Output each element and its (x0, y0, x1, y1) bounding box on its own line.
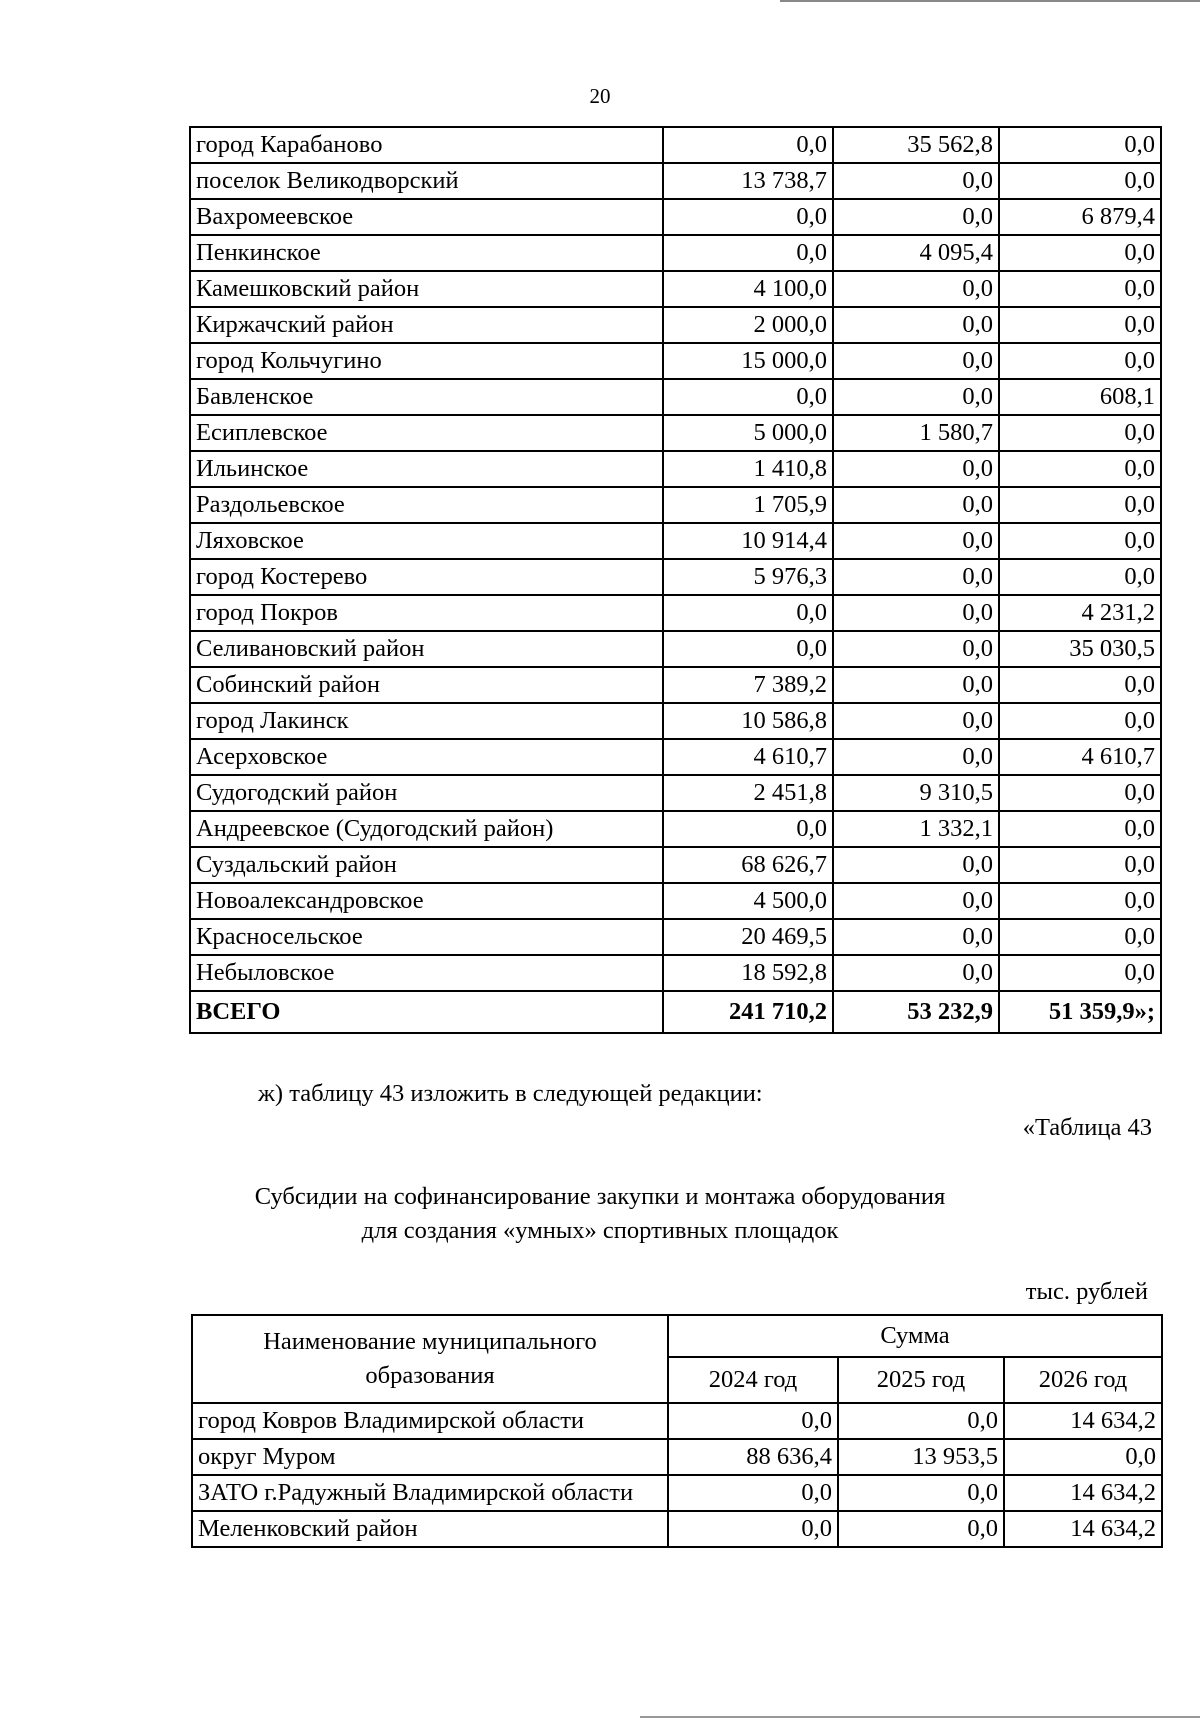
amount-cell: 0,0 (999, 559, 1161, 595)
table-label: «Таблица 43 (1022, 1114, 1152, 1141)
amount-cell: 1 332,1 (833, 811, 999, 847)
amount-cell: 14 634,2 (1004, 1475, 1162, 1511)
total-amount: 241 710,2 (663, 991, 833, 1033)
table-row (190, 775, 1161, 811)
amount-cell: 0,0 (668, 1475, 838, 1511)
municipality-cell: Ильинское (190, 451, 663, 487)
table-row (190, 307, 1161, 343)
amount-cell: 0,0 (668, 1403, 838, 1439)
amount-cell: 1 410,8 (663, 451, 833, 487)
table-row (192, 1439, 1162, 1475)
amount-cell: 13 738,7 (663, 163, 833, 199)
amount-cell: 0,0 (999, 667, 1161, 703)
amount-cell: 0,0 (999, 451, 1161, 487)
table-row (192, 1511, 1162, 1547)
municipality-cell: Бавленское (190, 379, 663, 415)
amount-cell: 0,0 (999, 127, 1161, 163)
table-title-line2: для создания «умных» спортивных площадок (361, 1217, 839, 1244)
amount-cell: 0,0 (999, 163, 1161, 199)
amount-cell: 0,0 (838, 1511, 1004, 1547)
table-row (190, 559, 1161, 595)
amount-cell: 0,0 (999, 523, 1161, 559)
municipality-cell: Селивановский район (190, 631, 663, 667)
amount-cell: 14 634,2 (1004, 1511, 1162, 1547)
amount-cell: 9 310,5 (833, 775, 999, 811)
amount-cell: 0,0 (999, 343, 1161, 379)
amount-cell: 4 610,7 (663, 739, 833, 775)
header-year-2026: 2026 год (1004, 1357, 1162, 1403)
amount-cell: 5 000,0 (663, 415, 833, 451)
municipality-cell: Андреевское (Судогодский район) (190, 811, 663, 847)
total-row (190, 991, 1161, 1033)
municipality-cell: Ляховское (190, 523, 663, 559)
amount-cell: 0,0 (833, 955, 999, 991)
amount-cell: 0,0 (663, 595, 833, 631)
amount-cell: 68 626,7 (663, 847, 833, 883)
scan-edge-bottom (640, 1716, 1200, 1718)
amount-cell: 0,0 (999, 811, 1161, 847)
header-municipality: Наименование муниципального образования (192, 1315, 668, 1403)
amount-cell: 20 469,5 (663, 919, 833, 955)
amount-cell: 0,0 (833, 343, 999, 379)
header-year-2025: 2025 год (838, 1357, 1004, 1403)
amount-cell: 0,0 (999, 919, 1161, 955)
municipality-cell: Вахромеевское (190, 199, 663, 235)
municipality-cell: Суздальский район (190, 847, 663, 883)
amount-cell: 0,0 (999, 415, 1161, 451)
amount-cell: 35 562,8 (833, 127, 999, 163)
scan-edge-top (780, 0, 1200, 2)
table1-body (190, 127, 1161, 1033)
table-row (190, 919, 1161, 955)
table-row (190, 487, 1161, 523)
amount-cell: 18 592,8 (663, 955, 833, 991)
table-row (190, 883, 1161, 919)
units-label: тыс. рублей (1025, 1278, 1148, 1305)
amount-cell: 0,0 (838, 1403, 1004, 1439)
municipality-cell: Пенкинское (190, 235, 663, 271)
amount-cell: 0,0 (999, 235, 1161, 271)
amount-cell: 0,0 (999, 703, 1161, 739)
amount-cell: 1 580,7 (833, 415, 999, 451)
municipality-cell: город Покров (190, 595, 663, 631)
amount-cell: 0,0 (999, 955, 1161, 991)
amount-cell: 0,0 (663, 199, 833, 235)
amount-cell: 7 389,2 (663, 667, 833, 703)
amount-cell: 0,0 (668, 1511, 838, 1547)
table-row (190, 739, 1161, 775)
amount-cell: 15 000,0 (663, 343, 833, 379)
municipality-cell: город Кольчугино (190, 343, 663, 379)
amount-cell: 0,0 (833, 847, 999, 883)
table-row (190, 703, 1161, 739)
municipality-cell: Киржачский район (190, 307, 663, 343)
amount-cell: 0,0 (999, 307, 1161, 343)
amount-cell: 0,0 (999, 487, 1161, 523)
amount-cell: 4 095,4 (833, 235, 999, 271)
amount-cell: 0,0 (838, 1475, 1004, 1511)
municipality-cell: Есиплевское (190, 415, 663, 451)
table2-body (192, 1403, 1162, 1547)
amount-cell: 0,0 (833, 559, 999, 595)
amount-cell: 5 976,3 (663, 559, 833, 595)
amount-cell: 0,0 (999, 775, 1161, 811)
amount-cell: 13 953,5 (838, 1439, 1004, 1475)
municipality-cell: город Карабаново (190, 127, 663, 163)
municipality-cell: Судогодский район (190, 775, 663, 811)
total-amount: 51 359,9»; (999, 991, 1161, 1033)
amount-cell: 0,0 (663, 235, 833, 271)
table-row (190, 379, 1161, 415)
amount-cell: 0,0 (833, 523, 999, 559)
table-row (192, 1475, 1162, 1511)
amount-cell: 0,0 (833, 703, 999, 739)
amount-cell: 0,0 (663, 811, 833, 847)
amount-cell: 0,0 (833, 451, 999, 487)
amount-cell: 1 705,9 (663, 487, 833, 523)
amount-cell: 0,0 (663, 379, 833, 415)
municipality-cell: Новоалександровское (190, 883, 663, 919)
table-row (190, 163, 1161, 199)
table-43 (191, 1314, 1163, 1548)
table2-header (192, 1315, 1162, 1403)
amount-cell: 0,0 (833, 379, 999, 415)
amount-cell: 2 000,0 (663, 307, 833, 343)
amount-cell: 0,0 (833, 307, 999, 343)
table-row (190, 451, 1161, 487)
municipality-cell: город Костерево (190, 559, 663, 595)
amount-cell: 4 500,0 (663, 883, 833, 919)
municipality-cell: поселок Великодворский (190, 163, 663, 199)
amount-cell: 0,0 (999, 271, 1161, 307)
municipality-cell: Асерховское (190, 739, 663, 775)
municipality-cell: округ Муром (192, 1439, 668, 1475)
amount-cell: 0,0 (663, 127, 833, 163)
municipality-cell: Меленковский район (192, 1511, 668, 1547)
table-row (190, 415, 1161, 451)
amount-cell: 10 914,4 (663, 523, 833, 559)
amount-cell: 35 030,5 (999, 631, 1161, 667)
amendment-paragraph: ж) таблицу 43 изложить в следующей редакции: (258, 1080, 763, 1107)
page-number: 20 (589, 84, 611, 108)
amount-cell: 0,0 (833, 487, 999, 523)
amount-cell: 0,0 (833, 883, 999, 919)
table-row (190, 271, 1161, 307)
amount-cell: 2 451,8 (663, 775, 833, 811)
table-row (190, 343, 1161, 379)
table-row (190, 595, 1161, 631)
header-sum: Сумма (668, 1315, 1162, 1357)
subsidy-table-continued (189, 126, 1162, 1034)
amount-cell: 14 634,2 (1004, 1403, 1162, 1439)
amount-cell: 4 610,7 (999, 739, 1161, 775)
amount-cell: 6 879,4 (999, 199, 1161, 235)
amount-cell: 0,0 (833, 271, 999, 307)
municipality-cell: город Лакинск (190, 703, 663, 739)
amount-cell: 0,0 (833, 919, 999, 955)
table-row (190, 631, 1161, 667)
table-row (190, 955, 1161, 991)
amount-cell: 0,0 (833, 631, 999, 667)
table-row (190, 127, 1161, 163)
amount-cell: 0,0 (999, 883, 1161, 919)
table-title-line1: Субсидии на софинансирование закупки и монтажа оборудования (254, 1183, 946, 1210)
header-year-2024: 2024 год (668, 1357, 838, 1403)
municipality-cell: Красносельское (190, 919, 663, 955)
municipality-cell: город Ковров Владимирской области (192, 1403, 668, 1439)
amount-cell: 608,1 (999, 379, 1161, 415)
table-row (190, 235, 1161, 271)
municipality-cell: ЗАТО г.Радужный Владимирской области (192, 1475, 668, 1511)
amount-cell: 0,0 (1004, 1439, 1162, 1475)
amount-cell: 4 100,0 (663, 271, 833, 307)
amount-cell: 0,0 (999, 847, 1161, 883)
municipality-cell: Камешковский район (190, 271, 663, 307)
amount-cell: 0,0 (833, 739, 999, 775)
amount-cell: 10 586,8 (663, 703, 833, 739)
total-label: ВСЕГО (190, 991, 663, 1033)
amount-cell: 0,0 (833, 163, 999, 199)
table-row (190, 811, 1161, 847)
total-amount: 53 232,9 (833, 991, 999, 1033)
amount-cell: 0,0 (833, 199, 999, 235)
table-row (190, 199, 1161, 235)
municipality-cell: Собинский район (190, 667, 663, 703)
municipality-cell: Раздольевское (190, 487, 663, 523)
table-row (190, 847, 1161, 883)
table-row (192, 1403, 1162, 1439)
amount-cell: 0,0 (833, 667, 999, 703)
amount-cell: 88 636,4 (668, 1439, 838, 1475)
table-row (190, 523, 1161, 559)
amount-cell: 0,0 (663, 631, 833, 667)
amount-cell: 4 231,2 (999, 595, 1161, 631)
amount-cell: 0,0 (833, 595, 999, 631)
municipality-cell: Небыловское (190, 955, 663, 991)
table-row (190, 667, 1161, 703)
